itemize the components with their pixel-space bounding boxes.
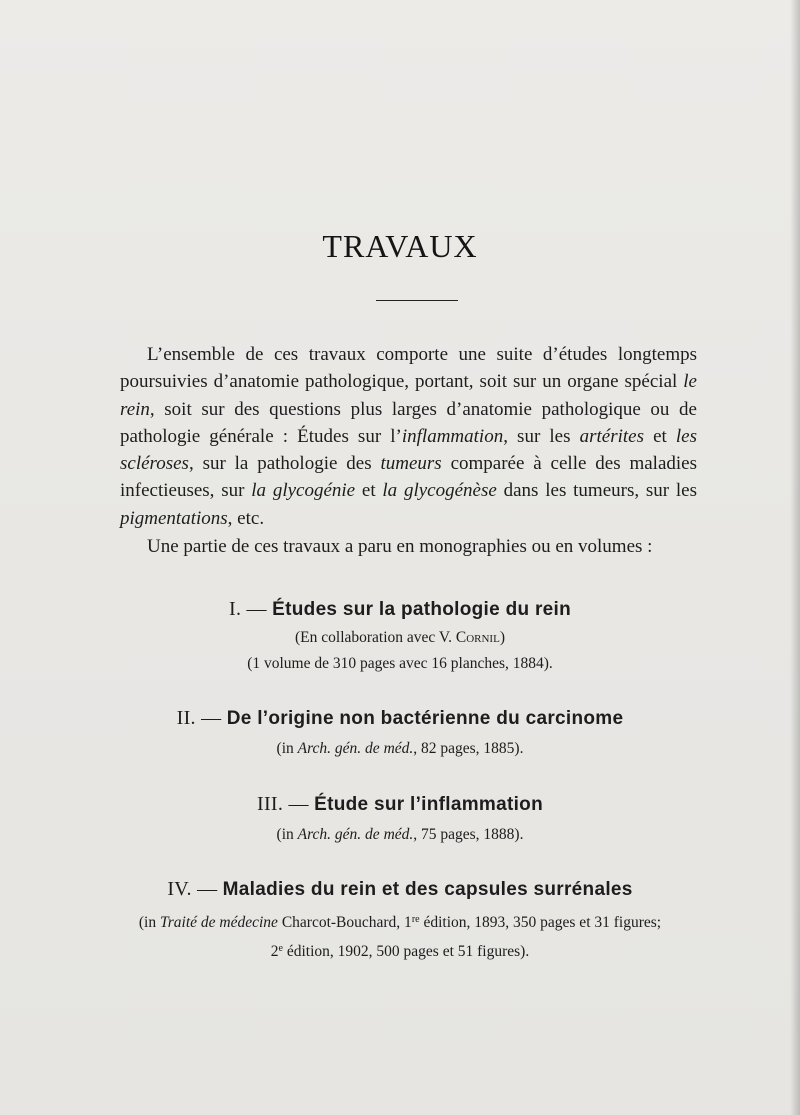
entry-2 xyxy=(0,707,800,762)
entry-4-reference-line-1 xyxy=(0,907,800,936)
entry-4-ref-ordinal-2: e xyxy=(278,943,283,954)
entry-1-collaboration xyxy=(0,625,800,651)
entry-4-number: IV. — xyxy=(167,878,223,900)
entry-2-number: II. — xyxy=(176,707,227,729)
entry-1-details: (1 volume de 310 pages avec 16 planches, 1884). xyxy=(247,655,553,672)
entry-1-collab-name: Cornil xyxy=(455,629,500,646)
entry-3-ref-journal: Arch. gén. de méd. xyxy=(297,826,414,843)
entry-4-ref-line2-b: édition, 1902, 500 pages et 51 figures). xyxy=(282,943,530,960)
entry-4-ref-line2-a: 2 xyxy=(270,943,279,960)
italic-term: tumeurs xyxy=(380,453,442,475)
text-run: L’ensemble de ces travaux comporte une suite d’études longtemps poursuivies d’anatomie pathologique, portant, soit sur un organe spécial xyxy=(120,344,697,393)
entry-4-ref-journal: Traité de médecine xyxy=(159,914,278,931)
entry-2-heading xyxy=(0,707,800,730)
italic-term: la glycogénie xyxy=(251,480,356,502)
entry-3-reference xyxy=(0,822,800,848)
entry-3-ref-prefix: (in xyxy=(276,826,298,843)
entry-1-heading xyxy=(0,598,800,621)
entry-3-number: III. — xyxy=(257,793,315,815)
text-run: , sur les xyxy=(503,425,580,447)
entry-2-ref-journal: Arch. gén. de méd. xyxy=(297,740,414,757)
title-rule xyxy=(376,300,458,301)
entry-1-title: Études sur la pathologie du rein xyxy=(272,599,572,620)
text-run: , soit sur des questions plus larges d’anatomie pathologique ou de pathologie générale : Études sur l’ xyxy=(120,398,697,447)
entry-4-ref-mid2: édition, 1893, 350 pages et 31 figures; xyxy=(419,914,662,931)
text-run: comparée à celle des maladies infectieuses, sur xyxy=(120,453,697,502)
italic-term: artérites xyxy=(579,425,644,447)
entry-4-ref-ordinal-1: re xyxy=(411,914,420,925)
entry-1-number: I. — xyxy=(228,598,273,620)
intro-paragraph-2: Une partie de ces travaux a paru en monographies ou en volumes : xyxy=(147,536,653,558)
entry-3 xyxy=(0,793,800,848)
entry-2-ref-suffix: , 82 pages, 1885). xyxy=(413,740,524,757)
text-run: et xyxy=(643,425,676,447)
text-run: , etc. xyxy=(227,507,265,529)
entry-4-ref-mid: Charcot-Bouchard, 1 xyxy=(277,914,412,931)
entry-3-heading xyxy=(0,793,800,816)
entry-4-heading xyxy=(0,878,800,901)
page-title: TRAVAUX xyxy=(322,228,478,264)
italic-term: la glycogénèse xyxy=(382,480,497,502)
entry-2-ref-prefix: (in xyxy=(276,740,298,757)
text-run: , sur la pathologie des xyxy=(188,453,381,475)
entry-4-title: Maladies du rein et des capsules surrénales xyxy=(222,879,633,900)
intro-text xyxy=(120,341,697,560)
entry-4-ref-prefix: (in xyxy=(138,914,160,931)
intro-paragraph-1 xyxy=(120,341,697,532)
text-run: et xyxy=(355,480,383,502)
entry-3-ref-suffix: , 75 pages, 1888). xyxy=(413,826,524,843)
italic-term: pigmentations xyxy=(120,507,228,529)
entry-3-title: Étude sur l’inflammation xyxy=(314,794,543,815)
italic-term: les scléroses xyxy=(120,425,698,475)
entry-4-reference-line-2 xyxy=(0,936,800,965)
italic-term: inflammation xyxy=(401,425,504,447)
entry-2-title: De l’origine non bactérienne du carcinome xyxy=(226,708,624,729)
entry-1 xyxy=(0,598,800,677)
entry-4 xyxy=(0,878,800,965)
italic-term: le rein xyxy=(120,371,697,420)
entry-2-reference xyxy=(0,736,800,762)
text-run: dans les tumeurs, sur les xyxy=(496,480,697,502)
entry-1-collab-prefix: (En collaboration avec V. xyxy=(295,629,456,646)
entry-1-collab-suffix: ) xyxy=(499,629,505,646)
